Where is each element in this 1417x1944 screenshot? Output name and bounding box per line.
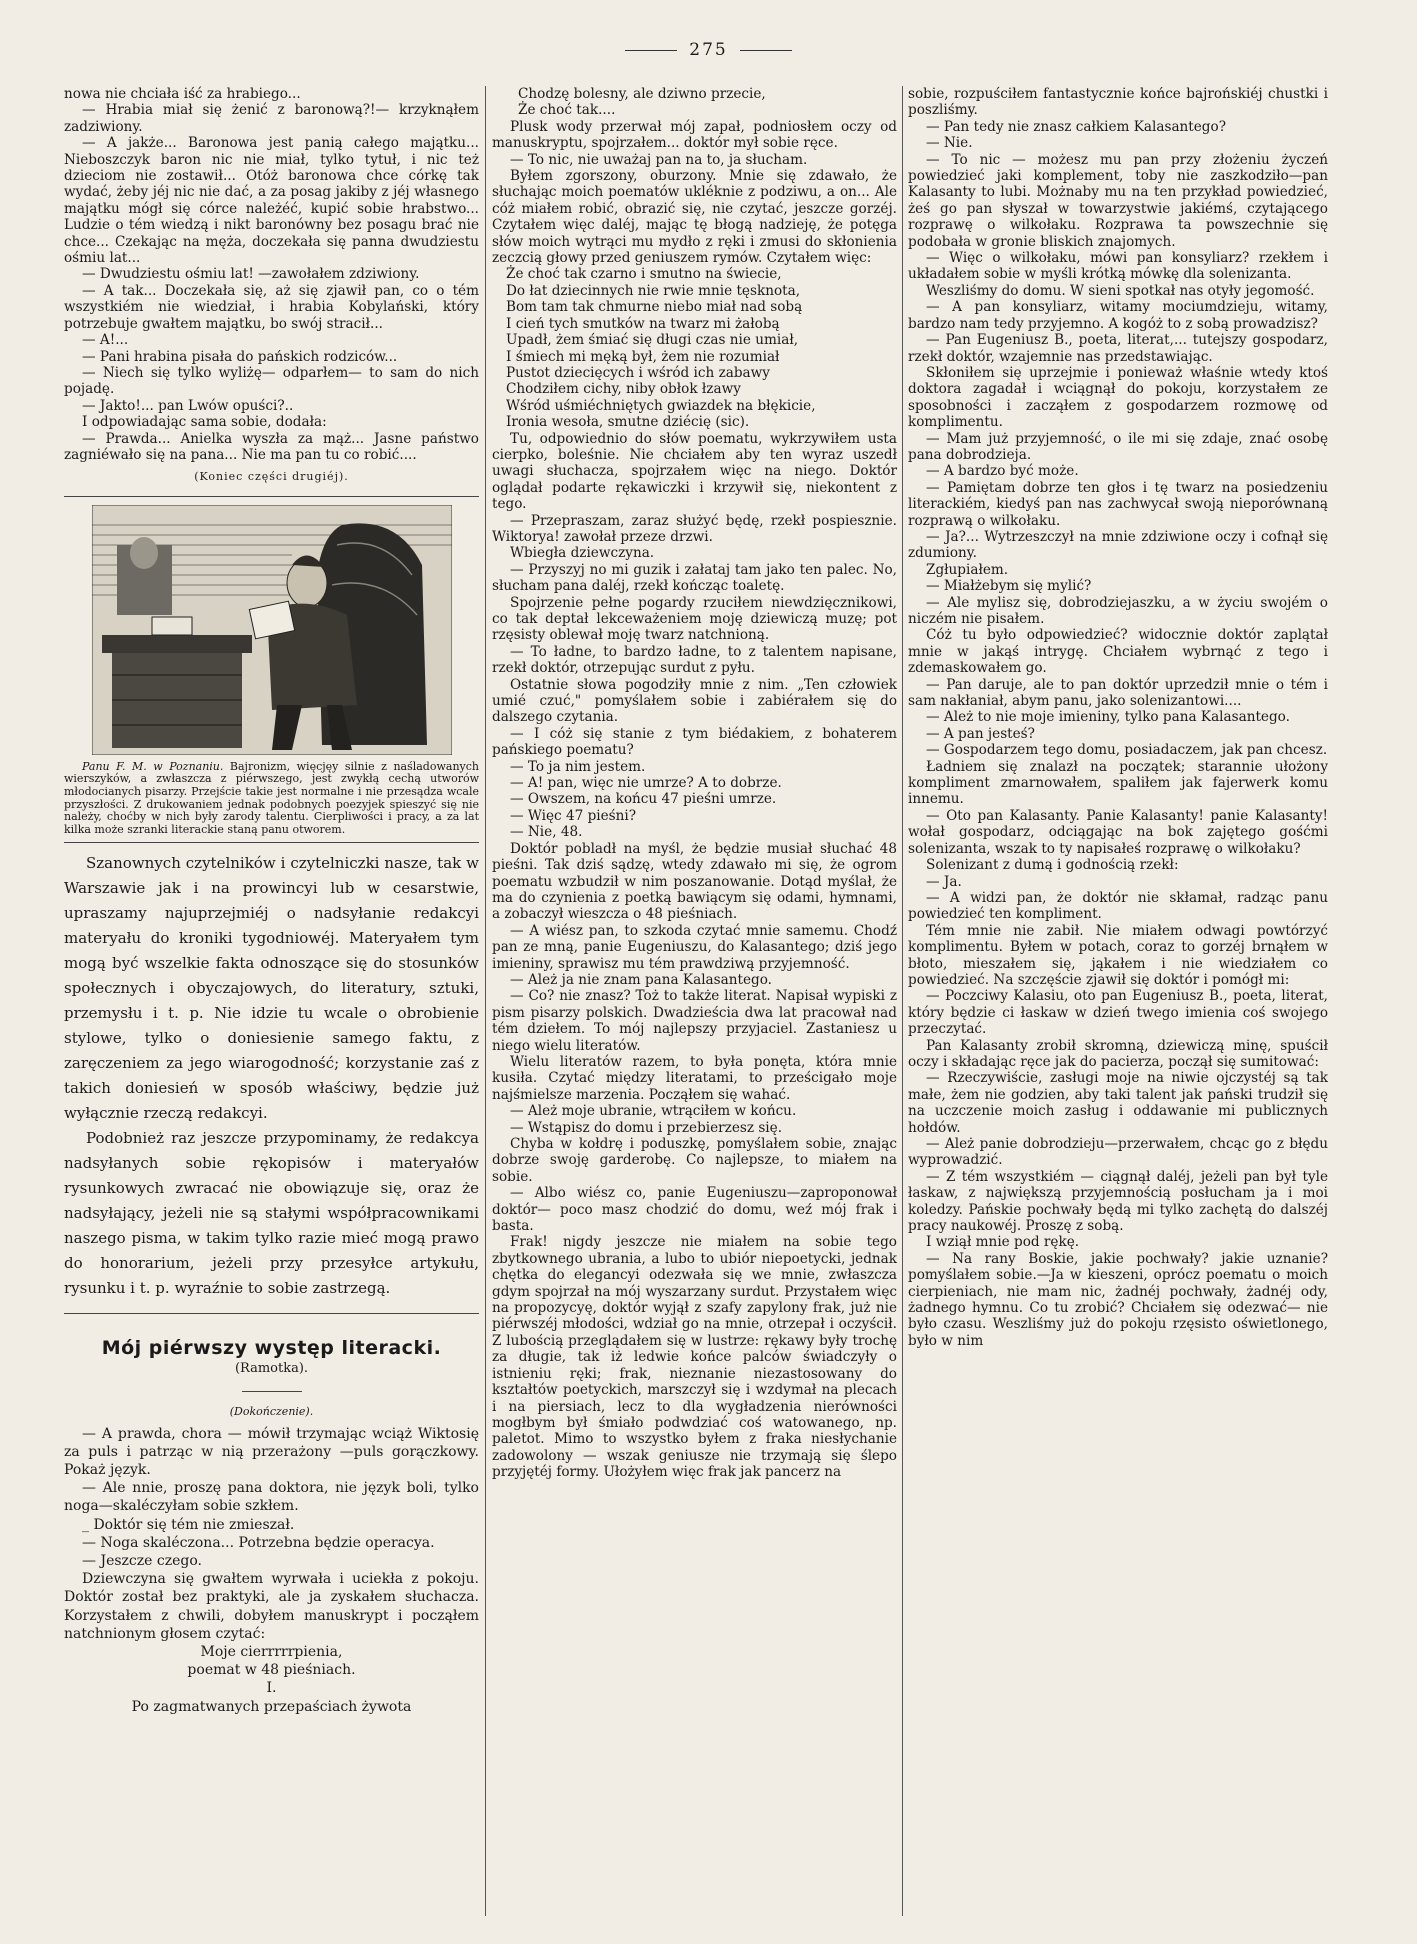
paragraph: — Ale nnie, proszę pana doktora, nie język boli, tylko noga—skaléczyłam sobie szkłem.: [64, 1480, 479, 1515]
paragraph: — Ależ moje ubranie, wtrąciłem w końcu.: [510, 1103, 797, 1120]
end-of-part-note: (Koniec części drugiéj).: [194, 470, 349, 484]
paragraph: — Noga skaléczona... Potrzebna będzie operacya.: [82, 1534, 435, 1551]
paragraph: — Mam już przyjemność, o ile mi się zdaje, znać osobę pana dobrodzieja.: [908, 430, 1328, 463]
paragraph: — Ja?... Wytrzeszczył na mnie zdziwione oczy i cofnął się zdumiony.: [908, 528, 1328, 562]
paragraph: — A tak... Doczekała się, aż się zjawił pan, co o tém wszystkiém nie wiedział, i hrabia Kobylański, który potrzebuje gwałtem majątku, bo swój stracił...: [64, 282, 479, 332]
paragraph: — Rzeczywiście, zasługi moje na niwie ojczystéj są tak małe, żem nie godzien, aby taki talent jak pański trudził się na uczczenie moich zasług i oddawanie mi publicznych hołdów.: [908, 1070, 1328, 1136]
paragraph: — Niech się tylko wyliżę— odparłem— to sam do nich pojadę.: [64, 364, 479, 398]
story-title: Mój piérwszy występ literacki.: [101, 1337, 442, 1360]
paragraph: — Pani hrabina pisała do pańskich rodziców...: [82, 348, 398, 365]
paragraph: — Więc 47 pieśni?: [510, 807, 637, 824]
paragraph: — Ja.: [926, 873, 962, 890]
paragraph: Zgłupiałem.: [926, 561, 1009, 578]
paragraph: — A bardzo być może.: [926, 463, 1079, 480]
paragraph: — A pan konsyliarz, witamy mociumdzieju, witamy, bardzo nam tedy przyjemno. A kogóż to z sobą prowadzisz?: [908, 299, 1328, 332]
paragraph: — Albo wiész co, panie Eugeniuszu—zaproponował doktór— poco masz chodzić do domu, weź mój frak i basta.: [492, 1185, 897, 1235]
paragraph: Podobnież raz jeszcze przypominamy, że redakcya nadsyłanych sobie rękopisów i materyałów rysunkowych zwracać nie obowiązuje się, oraz że nadsyłający, jeżeli nie są stałymi współpracownikami naszego pisma, w takim tylko razie mieć mogą prawo do honorarium, jeżeli przy przesyłce artykułu, rysunku i t. p. wyraźnie to sobie zastrzegą.: [64, 1129, 479, 1298]
paragraph: — Owszem, na końcu 47 pieśni umrze.: [510, 791, 777, 808]
paragraph: — A!...: [82, 332, 129, 349]
paragraph: Frak! nigdy jeszcze nie miałem na sobie tego zbytkownego ubrania, a lubo to ubiór niepoetycki, jednak chętka do elegancyi odezwała się we mnie, zwłaszcza gdym spojrzał na mój wyszarzany surdut. Przystałem więc na propozycyę, doktór wyjął z szafy zapylony frak, już nie piérwszéj młodości, wdział go na mnie, otrzepał i oczyścił. Z lubością przeglądałem się w lustrze: rękawy były trochę za długie, tak iż ledwie końce palców świadczyły o istnieniu ręki; frak, nieznanie niezastosowany do kształtów poetyckich, marszczył się i wzdymał na plecach i na piersiach, lecz to dla wygładzenia nierówności mogłbym był śmiało podwdziać coś watowanego, np. paletot. Mimo to wszystko byłem z fraka niesłychanie zadowolony — wszak geniusze nie trzymają się ślepo przyjętéj formy. Ułożyłem więc frak jak pancerz na: [492, 1234, 897, 1481]
paragraph: Spojrzenie pełne pogardy rzuciłem niewdzięcznikowi, co tak deptał lekceważeniem moję dziewiczą muzę; pot rzęsisty oblewał moję twarz natchnioną.: [492, 594, 897, 644]
editorial-reply-text: Bajronizm, więcjęy silnie z naśladowanych wierszyków, a zwłaszcza z piérwszego, jest zwykłą cechą utworów młodocianych pisarzy. Przejście takie jest normalne i nie przesądza wcale przyszłości. Z drukowaniem jednak podobnych poezyjek spieszyć się nie należy, choćby w nich były zarody talentu. Cierpliwości i pracy, a za lat kilka może szranki literackie staną panu otworem.: [64, 759, 479, 836]
poem-part-number: I.: [266, 1680, 277, 1697]
paragraph: — To ja nim jestem.: [510, 758, 646, 775]
paragraph: Weszliśmy do domu. W sieni spotkał nas otyły jegomość.: [926, 282, 1315, 299]
paragraph: — Oto pan Kalasanty. Panie Kalasanty! panie Kalasanty! wołał gospodarz, odciągając na bok zajętego gośćmi solenizanta, wszak to ty napisałeś rozprawę o wilkołaku?: [908, 807, 1328, 857]
page-number: 275: [689, 40, 728, 60]
paragraph: — A widzi pan, że doktór nie skłamał, radząc panu powiedzieć ten kompliment.: [908, 889, 1328, 923]
poem-verse: Do łat dziecinnych nie rwie mnie tęsknota,: [506, 282, 801, 299]
addressee: Panu F. M. w Poznaniu.: [82, 759, 224, 773]
paragraph: Byłem zgorszony, oburzony. Mnie się zdawało, że słuchając moich poematów ukléknie z podziwu, a on... Ale cóż miałem robić, obrazić się, nie czytać, jeszcze gorzéj. Czytałem więc daléj, mając tę błogą nadzieję, że potęga słów moich wytrąci mu mydło z ręki i zmusi do skłonienia zeczcią głowy przed geniuszem rymów. Czytałem więc:: [492, 168, 897, 267]
story-subtitle: (Ramotka).: [234, 1360, 309, 1376]
continuation-label: (Dokończenie).: [229, 1405, 314, 1419]
paragraph: — A wiész pan, to szkoda czytać mnie samemu. Chodź pan ze mną, panie Eugeniuszu, do Kalasantego; dziś jego imieniny, sprawisz mu tém prawdziwą przyjemność.: [492, 922, 897, 972]
paragraph: — Ależ ja nie znam pana Kalasantego.: [510, 971, 772, 988]
paragraph: — Hrabia miał się żenić z baronową?!— krzyknąłem zadziwiony.: [64, 102, 479, 135]
paragraph: — Z tém wszystkiém — ciągnął daléj, jeżeli pan był tyle łaskaw, z największą przyjemnością posłucham ja i moi koledzy. Pańskie pochwały będą mi tylko zachętą do dalszéj pracy naukowéj. Proszę z sobą.: [908, 1168, 1328, 1235]
paragraph: Pan Kalasanty zrobił skromną, dziewiczą minę, spuścił oczy i składając ręce jak do pacierza, począł się sumitować:: [908, 1037, 1328, 1070]
paragraph: — Jakto!... pan Lwów opuści?..: [82, 397, 294, 414]
paragraph: — Pamiętam dobrze ten głos i tę twarz na posiedzeniu literackiém, kiedyś pan nas zachwycał swoją nieporównaną rozprawą o wilkołaku.: [908, 479, 1328, 529]
paragraph: Skłoniłem się uprzejmie i ponieważ właśnie wtedy ktoś doktora zagadał i wciągnął do pokoju, korzystałem ze sposobności i zacząłem z gospodarzem rozmowę od komplimentu.: [908, 364, 1328, 431]
paragraph: _ Doktór się tém nie zmieszał.: [82, 1516, 295, 1533]
divider: [64, 1313, 479, 1314]
poem-subtitle: poemat w 48 pieśniach.: [187, 1662, 356, 1679]
paragraph: — Ale mylisz się, dobrodziejaszku, a w życiu swojém o niczém nie pisałem.: [908, 594, 1328, 627]
column-2: [492, 86, 897, 1916]
poem-verse: Pustot dziecięcych i wśród ich zabawy: [506, 364, 770, 381]
poem-verse: Po zagmatwanych przepaściach żywota: [131, 1698, 412, 1715]
paragraph: — A! pan, więc nie umrze? A to dobrze.: [510, 775, 782, 792]
poem-verse: Chodziłem cichy, niby obłok łzawy: [506, 381, 741, 398]
paragraph: — Poczciwy Kalasiu, oto pan Eugeniusz B., poeta, literat, który będzie ci łaskaw w dzień twego imienia coś swojego przeczytać.: [908, 988, 1328, 1038]
poem-verse: I śmiech mi męką był, żem nie rozumiał: [506, 348, 780, 365]
poem-verse: Chodzę bolesny, ale dziwno przecie,: [518, 86, 766, 102]
paragraph: — To nic — możesz mu pan przy złożeniu życzeń powiedzieć jaki komplement, toby nie zaszkodziło—pan Kalasanty to lubi. Możnaby mu na ten przykład powiedzieć, żeś go pan słyszał w towarzystwie jakiémś, czytającego rozprawę o wilkołaku. Rozprawa ta powszechnie się podobała w gronie bliskich znajomych.: [908, 151, 1328, 250]
poem-verse: Że choć tak....: [518, 102, 616, 119]
paragraph: — A prawda, chora — mówił trzymając wciąż Wiktosię za puls i patrząc w nią przerażony —puls gorączkowy. Pokaż język.: [64, 1425, 479, 1478]
paragraph: — Dwudziestu ośmiu lat! —zawołałem zdziwiony.: [82, 266, 420, 283]
poem-verse: Że choć tak czarno i smutno na świecie,: [506, 266, 782, 283]
poem-verse: Upadł, żem śmiać się długi czas nie umiał,: [506, 332, 799, 349]
paragraph: Ostatnie słowa pogodziły mnie z nim. „Ten człowiek umié czuć," pomyślałem sobie i zabiérałem się do dalszego czytania.: [492, 676, 897, 726]
paragraph: Wbiegła dziewczyna.: [510, 545, 655, 562]
paragraph: I wziął mnie pod rękę.: [926, 1234, 1080, 1251]
paragraph: Dziewczyna się gwałtem wyrwała i uciekła z pokoju. Doktór został bez praktyki, ale ja zyskałem słuchacza. Korzystałem z chwili, dobyłem manuskrypt i począłem natchnionym głosem czytać:: [64, 1571, 479, 1642]
paragraph: Tu, odpowiednio do słów poematu, wykrzywiłem usta cierpko, boleśnie. Nie chciałem aby ten wyraz uszedł uwagi słuchacza, spojrzałem więc na niego. Doktór oglądał podarte rękawiczki i krzywił się, niekontent z tego.: [492, 430, 897, 513]
paragraph: — To nic, nie uważaj pan na to, ja słucham.: [510, 151, 808, 168]
paragraph: Plusk wody przerwał mój zapał, podniosłem oczy od manuskryptu, spojrzałem... doktór mył sobie ręce.: [492, 118, 897, 152]
column-rule-1: [485, 86, 486, 1916]
paragraph: — Prawda... Anielka wyszła za mąż... Jasne państwo zagniéwało się na pana... Nie ma pan tu co robić....: [64, 430, 479, 463]
paragraph: — Więc o wilkołaku, mówi pan konsyliarz? rzekłem i układałem sobie w myśli krótką mówkę dla solenizanta.: [908, 250, 1328, 283]
editorial-reply: [64, 761, 479, 837]
divider: [64, 842, 479, 843]
poem-verse: Ironia wesoła, smutne dziécię (sic).: [506, 414, 750, 431]
story-text: [64, 1425, 479, 1716]
paragraph: — Jeszcze czego.: [82, 1552, 202, 1569]
paragraph: — Na rany Boskie, jakie pochwały? jakie uznanie? pomyślałem sobie.—Ja w kieszeni, oprócz poematu o moich cierpieniach, nie mam nic, żadnéj pochwały, żadnéj ody, żadnego hymnu. Co tu zrobić? Chciałem się odezwać— nie było czasu. Weszliśmy już do pokoju rzęsisto oświetlonego, było w nim: [908, 1250, 1328, 1349]
poem-verse: Bom tam tak chmurne niebo miał nad sobą: [506, 299, 803, 316]
poem-verse: I cień tych smutków na twarz mi żałobą: [506, 315, 780, 332]
paragraph: — Gospodarzem tego domu, posiadaczem, jak pan chcesz.: [926, 742, 1328, 759]
paragraph: — I cóż się stanie z tym biédakiem, z bohaterem pańskiego poematu?: [492, 725, 897, 759]
paragraph: — Miałżebym się mylić?: [926, 578, 1092, 595]
engraving-illustration: [92, 505, 452, 755]
right-dash: [740, 50, 792, 51]
column-1: [64, 86, 479, 1916]
paragraph: — Ależ to nie moje imieniny, tylko pana Kalasantego.: [926, 709, 1290, 726]
paragraph: — Pan tedy nie znasz całkiem Kalasantego?: [926, 118, 1226, 135]
paragraph: — A pan jesteś?: [926, 725, 1035, 742]
editorial-notice: [64, 851, 479, 1301]
paragraph: — Wstąpisz do domu i przebierzesz się.: [510, 1119, 783, 1136]
paragraph: — To ładne, to bardzo ładne, to z talentem napisane, rzekł doktór, otrzepując surdut z pyłu.: [492, 643, 897, 677]
paragraph: — Przyszyj no mi guzik i załataj tam jako ten palec. No, słucham pana daléj, rzekł kończąc toaletę.: [492, 561, 897, 595]
paragraph: nowa nie chciała iść za hrabiego...: [64, 86, 301, 102]
paragraph: — Ależ panie dobrodzieju—przerwałem, chcąc go z błędu wyprowadzić.: [908, 1136, 1328, 1169]
paragraph: — Nie.: [926, 135, 973, 152]
column-3: [908, 86, 1328, 1916]
paragraph: Doktór pobladł na myśl, że będzie musiał słuchać 48 pieśni. Tak dziś sądzę, wtedy zdawało mi się, że ogrom poematu wzbudził w nim poszanowanie. Dotąd myślał, że ma do czynienia z poetką bawiącym się odami, hymnami, a zobaczył wieszcza o 48 pieśniach.: [492, 840, 897, 923]
paragraph: — Przepraszam, zaraz służyć będę, rzekł pospiesznie. Wiktorya! zawołał przeze drzwi.: [492, 512, 897, 545]
paragraph: Tém mnie nie zabił. Nie miałem odwagi powtórzyć komplimentu. Byłem w potach, coraz to gorzéj brnąłem w błoto, mieszałem się, jąkałem i nie wiedziałem co powiedzieć. Na szczęście zjawił się doktór i pomógł mi:: [908, 922, 1328, 988]
paragraph: — Co? nie znasz? Toż to także literat. Napisał wypiski z pism pisarzy polskich. Dwadzieścia dwa lat pracował nad tém dziełem. To mój najlepszy przyjaciel. Zastaniesz u niego wielu literatów.: [492, 988, 897, 1054]
paragraph: sobie, rozpuściłem fantastycznie końce bajrońskiéj chustki i poszliśmy.: [908, 86, 1328, 119]
poem-title: Moje cierrrrrpienia,: [200, 1643, 343, 1660]
paragraph: — A jakże... Baronowa jest panią całego majątku... Nieboszczyk baron nic nie miał, tylko tytuł, i nic też dzieciom nie zostawił... Otóż baronowa chce córkę tak wydać, żeby jéj nic nie dać, a za posag jakiby z jéj własnego majątku mógł się córce należéć, kupić sobie hrabstwo... Ludzie o tém wiedzą i nikt baronówny bez posagu brać nie chce... Czekając na męża, doczekała się panna dwudziestu ośmiu lat...: [64, 135, 479, 267]
paragraph: I odpowiadając sama sobie, dodała:: [82, 414, 327, 431]
divider: [242, 1391, 302, 1392]
poem-verse: Wśród uśmiéchniętych gwiazdek na błękicie,: [506, 397, 816, 414]
paragraph: — Pan daruje, ale to pan doktór uprzedził mnie o tém i sam nakłaniał, abym panu, jako solenizantowi....: [908, 676, 1328, 710]
paragraph: Chyba w kołdrę i poduszkę, pomyślałem sobie, znając dobrze swoję garderobę. Co najlepsze, to miałem na sobie.: [492, 1136, 897, 1185]
paragraph: Cóż tu było odpowiedzieć? widocznie doktór zaplątał mnie w jakąś intrygę. Chciałem wybrnąć z tego i zdemaskowałem go.: [908, 627, 1328, 677]
paragraph: Wielu literatów razem, to była ponęta, która mnie kusiła. Czytać międ​zy literatami, to prześcigało moje najśmielsze marzenia. Począłem się wahać.: [492, 1053, 897, 1103]
column-rule-2: [902, 86, 903, 1916]
page-number-header: [0, 40, 1417, 60]
paragraph: Solenizant z dumą i godnością rzekł:: [926, 857, 1179, 874]
paragraph: Szanownych czytelników i czytelniczki nasze, tak w Warszawie jak i na prowincyi lub w cesarstwie, upraszamy najuprzejmiéj o nadsyłanie redakcyi materyału do kroniki tygodniowéj. Materyałem tym mogą być wszelkie fakta odnoszące się do stosunków społecznych i obyczajowych, do literatury, sztuki, przemysłu i t. p. Nie idzie tu wcale o obrobienie stylowe, tylko o doniesienie samego faktu, z zaręczeniem za jego wiarogodność; korzystanie zaś z takich doniesień w sposób właściwy, będzie już wyłącznie rzeczą redakcyi.: [64, 854, 479, 1123]
paragraph: — Pan Eugeniusz B., poeta, literat,... tutejszy gospodarz, rzekł doktór, wzajemnie nas przedstawiając.: [908, 332, 1328, 365]
paragraph: — Nie, 48.: [510, 824, 583, 841]
left-dash: [625, 50, 677, 51]
paragraph: Ładniem się znalazł na początek; starannie ułożony kompliment zmarnowałem, spaliłem jak fajerwerk komu innemu.: [908, 758, 1328, 808]
divider: [64, 496, 479, 497]
